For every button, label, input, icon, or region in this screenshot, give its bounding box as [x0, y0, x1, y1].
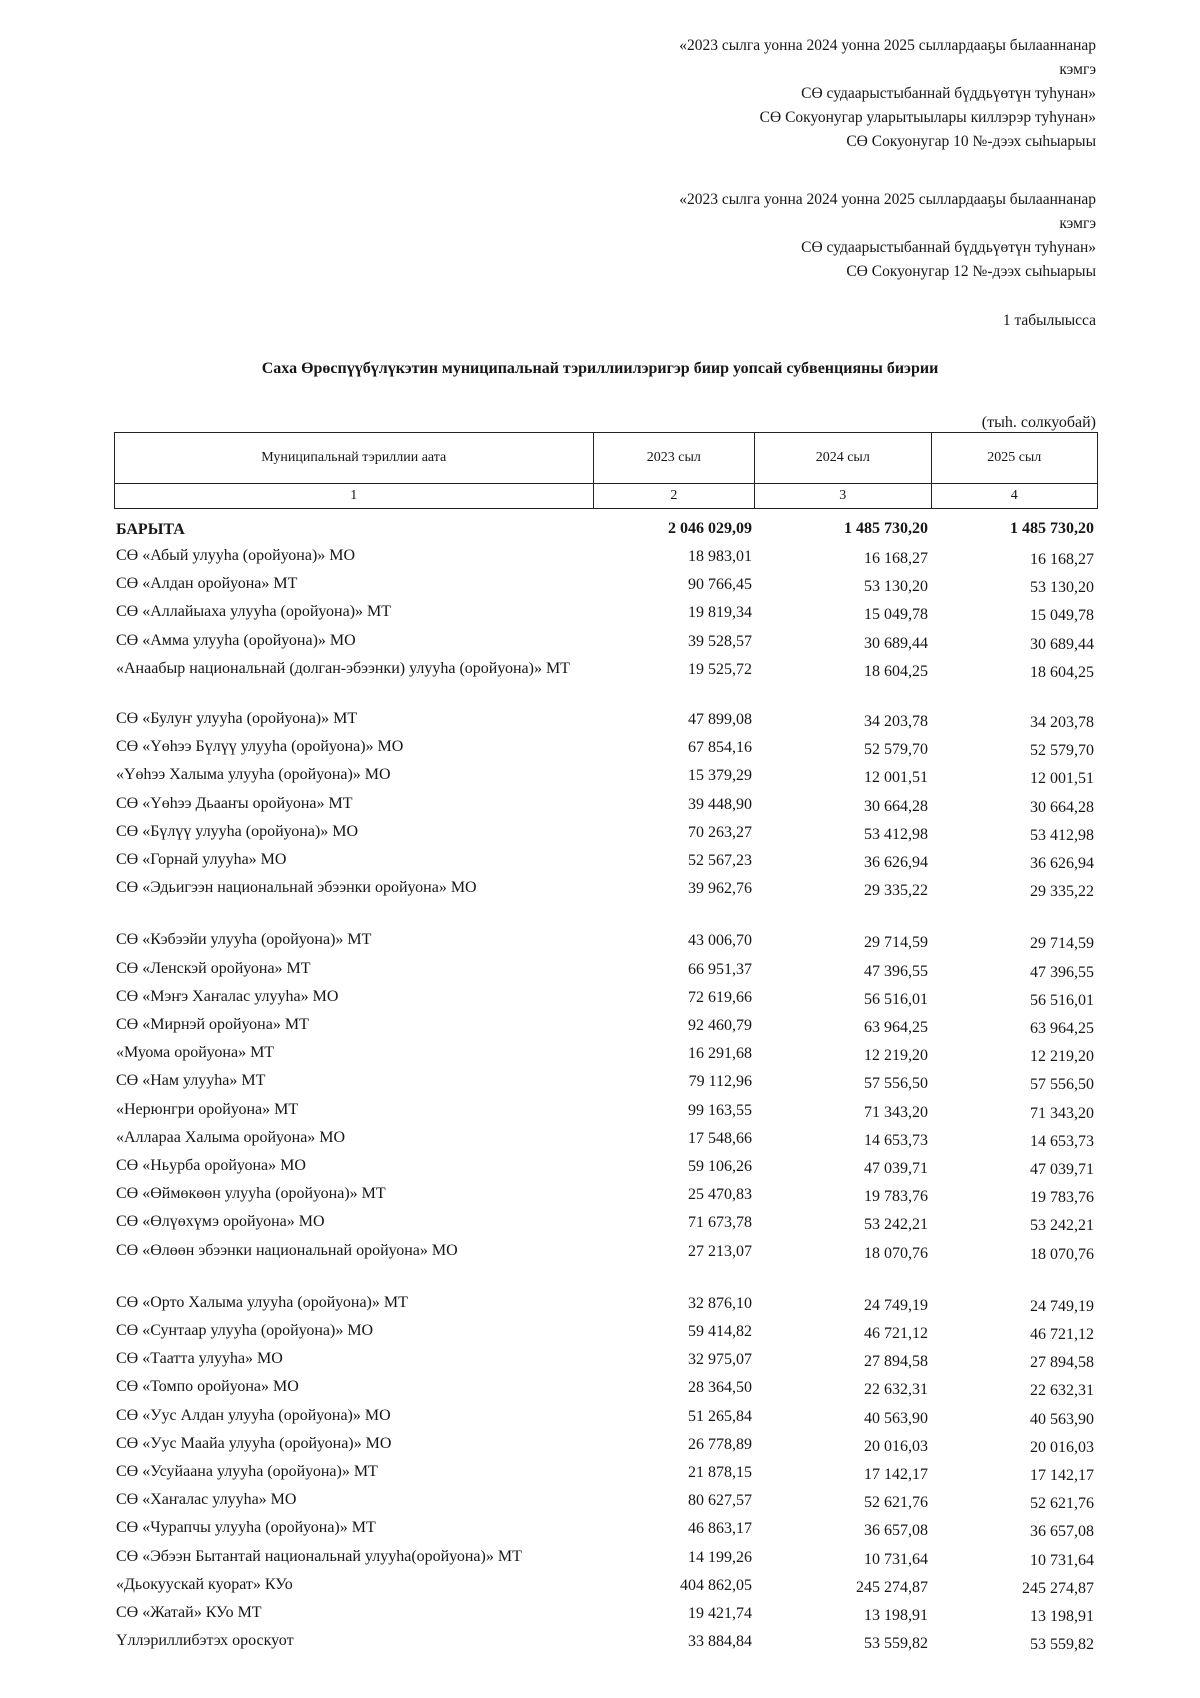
header-line: СӨ судаарыстыбаннай бүддьүөтүн туһунан» — [801, 239, 1096, 256]
table-row — [0, 1603, 1200, 1627]
row-name: СӨ «Нам улууһа» МТ — [116, 1072, 266, 1089]
table-row — [0, 1043, 1200, 1067]
row-value-2025: 27 894,58 — [1030, 1354, 1094, 1371]
row-value-2025: 19 783,76 — [1030, 1189, 1094, 1206]
row-value-2023: 15 379,29 — [688, 767, 752, 784]
row-value-2024: 53 412,98 — [864, 826, 928, 843]
row-value-2023: 46 863,17 — [688, 1520, 752, 1537]
row-value-2025: 47 396,55 — [1030, 964, 1094, 981]
row-name: СӨ «Абый улууһа (оройуона)» МО — [116, 547, 356, 564]
row-value-2025: 13 198,91 — [1030, 1608, 1094, 1625]
row-value-2025: 34 203,78 — [1030, 714, 1094, 731]
row-name: СӨ «Томпо оройуона» МО — [116, 1378, 299, 1395]
column-number: 2 — [593, 484, 755, 509]
table-row — [0, 1293, 1200, 1317]
column-header-2025: 2025 сыл — [931, 433, 1098, 484]
row-value-2023: 39 528,57 — [688, 633, 752, 650]
row-value-2024: 14 653,73 — [864, 1132, 928, 1149]
row-name: СӨ «Мирнэй оройуона» МТ — [116, 1016, 309, 1033]
row-name: СӨ «Ленскэй оройуона» МТ — [116, 960, 311, 977]
table-row — [0, 709, 1200, 733]
total-2025: 1 485 730,20 — [1010, 520, 1094, 537]
total-2024: 1 485 730,20 — [844, 520, 928, 537]
row-value-2023: 21 878,15 — [688, 1464, 752, 1481]
row-name: СӨ «Өлөөн эбээнки национальнай оройуона» МО — [116, 1242, 458, 1259]
row-name: СӨ «Горнай улууһа» МО — [116, 851, 287, 868]
table-row — [0, 1015, 1200, 1039]
row-value-2023: 71 673,78 — [688, 1214, 752, 1231]
row-value-2023: 27 213,07 — [688, 1243, 752, 1260]
table-row — [0, 1462, 1200, 1486]
table-row — [0, 987, 1200, 1011]
row-name: СӨ «Амма улууһа (оройуона)» МО — [116, 632, 356, 649]
row-name: СӨ «Сунтаар улууһа (оройуона)» МО — [116, 1322, 374, 1339]
row-value-2024: 52 621,76 — [864, 1494, 928, 1511]
row-value-2025: 36 657,08 — [1030, 1523, 1094, 1540]
table-row — [0, 1377, 1200, 1401]
header-line: «2023 сылга уонна 2024 уонна 2025 сыллардааҕы былааннанар — [679, 191, 1096, 208]
row-value-2025: 15 049,78 — [1030, 607, 1094, 624]
row-name: СӨ «Ньурба оройуона» МО — [116, 1157, 306, 1174]
table-row — [0, 1575, 1200, 1599]
units-label: (тыһ. солкуобай) — [981, 414, 1096, 431]
row-name: СӨ «Алдан оройуона» МТ — [116, 575, 298, 592]
row-value-2025: 47 039,71 — [1030, 1161, 1094, 1178]
row-value-2023: 39 448,90 — [688, 796, 752, 813]
row-value-2025: 12 001,51 — [1030, 770, 1094, 787]
row-value-2025: 30 689,44 — [1030, 636, 1094, 653]
row-value-2023: 404 862,05 — [680, 1577, 752, 1594]
table-row — [0, 1547, 1200, 1571]
row-value-2025: 29 714,59 — [1030, 935, 1094, 952]
row-value-2024: 245 274,87 — [856, 1579, 928, 1596]
row-value-2024: 71 343,20 — [864, 1104, 928, 1121]
row-value-2023: 16 291,68 — [688, 1045, 752, 1062]
row-name: СӨ «Өлүөхүмэ оройуона» МО — [116, 1213, 325, 1230]
row-name: «Дьокуускай куорат» КУо — [116, 1576, 293, 1593]
row-name: СӨ «Хаҥалас улууһа» МО — [116, 1491, 297, 1508]
row-value-2025: 20 016,03 — [1030, 1439, 1094, 1456]
row-value-2024: 24 749,19 — [864, 1297, 928, 1314]
row-name: СӨ «Уус Алдан улууһа (оройуона)» МО — [116, 1407, 391, 1424]
table-row — [0, 1434, 1200, 1458]
row-value-2025: 52 621,76 — [1030, 1495, 1094, 1512]
row-value-2025: 18 604,25 — [1030, 664, 1094, 681]
table-row — [0, 574, 1200, 598]
row-value-2025: 56 516,01 — [1030, 992, 1094, 1009]
row-name: СӨ «Өймөкөөн улууһа (оройуона)» МТ — [116, 1185, 386, 1202]
row-value-2025: 53 412,98 — [1030, 827, 1094, 844]
row-name: СӨ «Үөһээ Дьааҥы оройуона» МТ — [116, 795, 353, 812]
row-value-2023: 18 983,01 — [688, 548, 752, 565]
row-value-2024: 12 219,20 — [864, 1047, 928, 1064]
row-value-2023: 70 263,27 — [688, 824, 752, 841]
table-row — [0, 930, 1200, 954]
table-row — [0, 631, 1200, 655]
table-row — [0, 1490, 1200, 1514]
row-value-2025: 30 664,28 — [1030, 799, 1094, 816]
row-value-2023: 19 421,74 — [688, 1605, 752, 1622]
table-row — [0, 1321, 1200, 1345]
row-value-2025: 16 168,27 — [1030, 551, 1094, 568]
row-value-2025: 29 335,22 — [1030, 883, 1094, 900]
row-name: «Нерюнгри оройуона» МТ — [116, 1101, 299, 1118]
table-row — [0, 878, 1200, 902]
header-line: кэмгэ — [1059, 215, 1096, 232]
row-value-2025: 53 242,21 — [1030, 1217, 1094, 1234]
row-value-2023: 47 899,08 — [688, 711, 752, 728]
row-value-2023: 66 951,37 — [688, 961, 752, 978]
row-value-2024: 27 894,58 — [864, 1353, 928, 1370]
row-value-2023: 51 265,84 — [688, 1408, 752, 1425]
table-row — [0, 737, 1200, 761]
row-value-2024: 10 731,64 — [864, 1551, 928, 1568]
document-title: Саха Өрөспүүбүлүкэтин муниципальнай тэриллиилэригэр биир уопсай субвенцияны биэрии — [261, 360, 939, 377]
row-name: СӨ «Мэҥэ Хаҥалас улууһа» МО — [116, 988, 339, 1005]
column-number: 4 — [931, 484, 1098, 509]
row-value-2025: 10 731,64 — [1030, 1552, 1094, 1569]
row-value-2025: 22 632,31 — [1030, 1382, 1094, 1399]
row-name: СӨ «Жатай» КУо МТ — [116, 1604, 262, 1621]
row-value-2024: 16 168,27 — [864, 550, 928, 567]
row-value-2023: 59 414,82 — [688, 1323, 752, 1340]
table-row — [0, 1212, 1200, 1236]
row-value-2023: 26 778,89 — [688, 1436, 752, 1453]
row-value-2023: 39 962,76 — [688, 880, 752, 897]
table-row — [0, 794, 1200, 818]
table-row — [0, 959, 1200, 983]
column-header-name: Муниципальнай тэриллии аата — [115, 433, 594, 484]
table-row — [0, 1100, 1200, 1124]
row-value-2025: 46 721,12 — [1030, 1326, 1094, 1343]
row-value-2025: 245 274,87 — [1022, 1580, 1094, 1597]
row-value-2024: 18 604,25 — [864, 663, 928, 680]
row-name: СӨ «Усуйаана улууһа (оройуона)» МТ — [116, 1463, 378, 1480]
row-value-2024: 17 142,17 — [864, 1466, 928, 1483]
row-value-2023: 72 619,66 — [688, 989, 752, 1006]
row-value-2023: 90 766,45 — [688, 576, 752, 593]
row-value-2025: 14 653,73 — [1030, 1133, 1094, 1150]
table-row — [0, 1241, 1200, 1265]
row-value-2025: 57 556,50 — [1030, 1076, 1094, 1093]
row-value-2025: 53 130,20 — [1030, 579, 1094, 596]
table-row — [0, 659, 1200, 683]
header-line: СӨ Сокуонугар уларытыылары киллэрэр туһунан» — [759, 109, 1096, 126]
table-row — [0, 546, 1200, 570]
row-name: СӨ «Уус Маайа улууһа (оройуона)» МО — [116, 1435, 392, 1452]
table-row — [0, 1518, 1200, 1542]
row-value-2023: 33 884,84 — [688, 1633, 752, 1650]
row-value-2025: 17 142,17 — [1030, 1467, 1094, 1484]
row-name: «Анаабыр национальнай (долган-эбээнки) улууһа (оройуона)» МТ — [116, 660, 570, 677]
row-value-2024: 47 396,55 — [864, 963, 928, 980]
row-name: СӨ «Бүлүү улууһа (оройуона)» МО — [116, 823, 359, 840]
row-value-2025: 40 563,90 — [1030, 1411, 1094, 1428]
row-name: СӨ «Үөһээ Бүлүү улууһа (оройуона)» МО — [116, 738, 404, 755]
row-value-2024: 30 664,28 — [864, 798, 928, 815]
row-name: СӨ «Таатта улууһа» МО — [116, 1350, 283, 1367]
row-value-2025: 24 749,19 — [1030, 1298, 1094, 1315]
table-row — [0, 1156, 1200, 1180]
row-value-2023: 52 567,23 — [688, 852, 752, 869]
row-value-2024: 53 559,82 — [864, 1635, 928, 1652]
row-value-2023: 17 548,66 — [688, 1130, 752, 1147]
column-number: 1 — [115, 484, 594, 509]
row-value-2023: 59 106,26 — [688, 1158, 752, 1175]
row-name: Үллэриллибэтэх ороскуот — [116, 1632, 294, 1649]
header-line: «2023 сылга уонна 2024 уонна 2025 сыллардааҕы былааннанар — [679, 37, 1096, 54]
header-line: кэмгэ — [1059, 61, 1096, 78]
table-row — [0, 1631, 1200, 1655]
row-value-2023: 19 525,72 — [688, 661, 752, 678]
row-value-2023: 99 163,55 — [688, 1102, 752, 1119]
row-name: СӨ «Булуҥ улууһа (оройуона)» МТ — [116, 710, 358, 727]
table-row — [0, 822, 1200, 846]
row-value-2023: 79 112,96 — [688, 1073, 752, 1090]
row-value-2023: 32 975,07 — [688, 1351, 752, 1368]
row-value-2023: 28 364,50 — [688, 1379, 752, 1396]
row-value-2024: 53 242,21 — [864, 1216, 928, 1233]
table-row — [0, 1071, 1200, 1095]
row-name: «Муома оройуона» МТ — [116, 1044, 275, 1061]
row-value-2024: 13 198,91 — [864, 1607, 928, 1624]
row-value-2025: 71 343,20 — [1030, 1105, 1094, 1122]
column-header-2023: 2023 сыл — [593, 433, 755, 484]
row-value-2024: 19 783,76 — [864, 1188, 928, 1205]
row-value-2023: 14 199,26 — [688, 1549, 752, 1566]
row-name: СӨ «Чурапчы улууһа (оройуона)» МТ — [116, 1519, 376, 1536]
row-value-2024: 53 130,20 — [864, 578, 928, 595]
table-row — [0, 1406, 1200, 1430]
row-name: СӨ «Аллайыаха улууһа (оройуона)» МТ — [116, 603, 392, 620]
row-value-2023: 92 460,79 — [688, 1017, 752, 1034]
row-value-2024: 15 049,78 — [864, 606, 928, 623]
total-label: БАРЫТА — [116, 521, 185, 538]
row-value-2024: 18 070,76 — [864, 1245, 928, 1262]
row-value-2024: 30 689,44 — [864, 635, 928, 652]
row-value-2025: 53 559,82 — [1030, 1636, 1094, 1653]
row-name: СӨ «Эбээн Бытантай национальнай улууһа(оройуона)» МТ — [116, 1548, 522, 1565]
row-value-2024: 46 721,12 — [864, 1325, 928, 1342]
row-value-2023: 80 627,57 — [688, 1492, 752, 1509]
row-value-2024: 34 203,78 — [864, 713, 928, 730]
row-value-2024: 20 016,03 — [864, 1438, 928, 1455]
row-value-2024: 63 964,25 — [864, 1019, 928, 1036]
row-value-2023: 32 876,10 — [688, 1295, 752, 1312]
total-2023: 2 046 029,09 — [668, 520, 752, 537]
header-line: СӨ Сокуонугар 10 №-дээх сыһыарыы — [846, 133, 1096, 150]
table-row — [0, 1128, 1200, 1152]
row-value-2024: 12 001,51 — [864, 769, 928, 786]
row-name: СӨ «Эдьигээн национальнай эбээнки оройуона» МО — [116, 879, 477, 896]
row-value-2024: 36 626,94 — [864, 854, 928, 871]
row-value-2025: 63 964,25 — [1030, 1020, 1094, 1037]
row-value-2023: 25 470,83 — [688, 1186, 752, 1203]
row-name: СӨ «Кэбээйи улууһа (оройуона)» МТ — [116, 931, 372, 948]
header-line: СӨ Сокуонугар 12 №-дээх сыһыарыы — [846, 263, 1096, 280]
table-row — [0, 1349, 1200, 1373]
row-value-2024: 40 563,90 — [864, 1410, 928, 1427]
row-value-2024: 22 632,31 — [864, 1381, 928, 1398]
total-row — [0, 520, 1200, 544]
column-number: 3 — [755, 484, 931, 509]
table-number-label: 1 табылыысса — [1002, 312, 1096, 329]
row-value-2024: 29 714,59 — [864, 934, 928, 951]
table-row — [0, 765, 1200, 789]
row-value-2024: 56 516,01 — [864, 991, 928, 1008]
row-value-2024: 57 556,50 — [864, 1075, 928, 1092]
column-header-2024: 2024 сыл — [755, 433, 931, 484]
row-value-2025: 12 219,20 — [1030, 1048, 1094, 1065]
row-value-2024: 36 657,08 — [864, 1522, 928, 1539]
table-row — [0, 602, 1200, 626]
table-row — [0, 1184, 1200, 1208]
row-value-2024: 52 579,70 — [864, 741, 928, 758]
row-value-2025: 18 070,76 — [1030, 1246, 1094, 1263]
table-row — [0, 850, 1200, 874]
row-value-2025: 52 579,70 — [1030, 742, 1094, 759]
row-value-2024: 29 335,22 — [864, 882, 928, 899]
row-value-2023: 67 854,16 — [688, 739, 752, 756]
row-name: «Аллараа Халыма оройуона» МО — [116, 1129, 346, 1146]
header-line: СӨ судаарыстыбаннай бүддьүөтүн туһунан» — [801, 85, 1096, 102]
row-value-2023: 43 006,70 — [688, 932, 752, 949]
row-value-2023: 19 819,34 — [688, 604, 752, 621]
row-value-2024: 47 039,71 — [864, 1160, 928, 1177]
row-name: СӨ «Орто Халыма улууһа (оройуона)» МТ — [116, 1294, 408, 1311]
row-name: «Үөһээ Халыма улууһа (оройуона)» МО — [116, 766, 391, 783]
row-value-2025: 36 626,94 — [1030, 855, 1094, 872]
